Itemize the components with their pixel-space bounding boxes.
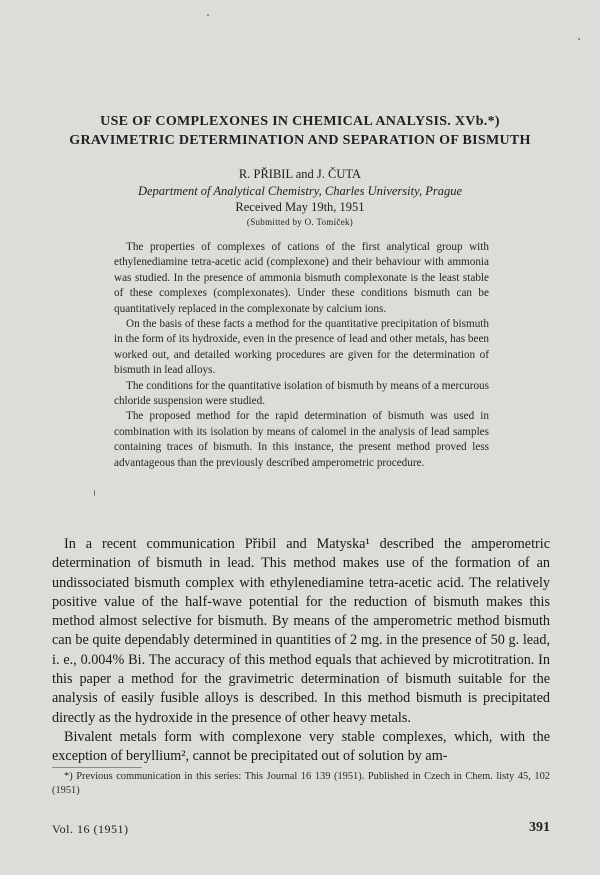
footnote: [52, 770, 550, 798]
footnote-text: *) Previous communication in this series: This Journal 16 139 (1951). Published in Czech in Chem. listy 45, 102 (1951): [52, 771, 550, 796]
scan-speck: [94, 490, 95, 496]
body-paragraph: Bivalent metals form with complexone very stable complexes, which, with the exception of beryllium², cannot be precipitated out of solution by am-: [52, 728, 550, 765]
volume-label: Vol. 16 (1951): [52, 822, 129, 836]
abstract: [114, 240, 489, 471]
received-date: Received May 19th, 1951: [235, 200, 365, 214]
scan-speck: [207, 14, 209, 16]
abstract-paragraph: The proposed method for the rapid determination of bismuth was used in combination with its isolation by means of calomel in the analysis of lead samples containing traces of bismuth. In this instance, the present method proved less advantageous than the previously described amperometric procedure.: [114, 410, 489, 469]
abstract-paragraph: On the basis of these facts a method for the quantitative precipitation of bismuth in the form of its hydroxide, even in the presence of lead and other metals, has been worked out, and detailed working procedures are given for the determination of bismuth in lead alloys.: [114, 318, 489, 377]
article-title: [40, 112, 560, 150]
abstract-paragraph: The properties of complexes of cations of the first analytical group with ethylenediamine tetra-acetic acid (complexone) and their behaviour with ammonia was studied. In the presence of ammonia bismuth complexonate is the least stable of these complexes (complexonates). Under these conditions bismuth can be quantitatively replaced in the complexonate by calcium ions.: [114, 241, 489, 315]
abstract-paragraph: The conditions for the quantitative isolation of bismuth by means of a mercurous chloride suspension were studied.: [114, 379, 489, 408]
affiliation: Department of Analytical Chemistry, Charles University, Prague: [137, 184, 463, 198]
title-line-1: USE OF COMPLEXONES IN CHEMICAL ANALYSIS. XVb.*): [100, 114, 500, 129]
footnote-rule: [52, 767, 142, 768]
submitted-by: (Submitted by O. Tomíček): [246, 217, 354, 227]
title-line-2: GRAVIMETRIC DETERMINATION AND SEPARATION OF BISMUTH: [69, 133, 531, 148]
body-paragraph: In a recent communication Přibil and Matyska¹ described the amperometric determination of bismuth in lead. This method makes use of the formation of an undissociated bismuth complex with ethylenediamine tetra-acetic acid. The relatively positive value of the half-wave potential for the reduction of bismuth makes this method almost selective for bismuth. By means of the amperometric method bismuth can be quite dependably determined in quantities of 2 mg. in the presence of 50 g. lead, i. e., 0.004% Bi. The accuracy of this method equals that achieved by microtitration. In this paper a method for the gravimetric determination of bismuth suitable for the analysis of easily fusible alloys is described. In this method bismuth is precipitated directly as the hydroxide in the presence of other heavy metals.: [52, 536, 550, 726]
page-number: 391: [529, 820, 550, 835]
scan-speck: [578, 38, 580, 40]
body-text: [52, 535, 550, 767]
authors: R. PŘIBIL and J. ČUTA: [238, 167, 362, 181]
